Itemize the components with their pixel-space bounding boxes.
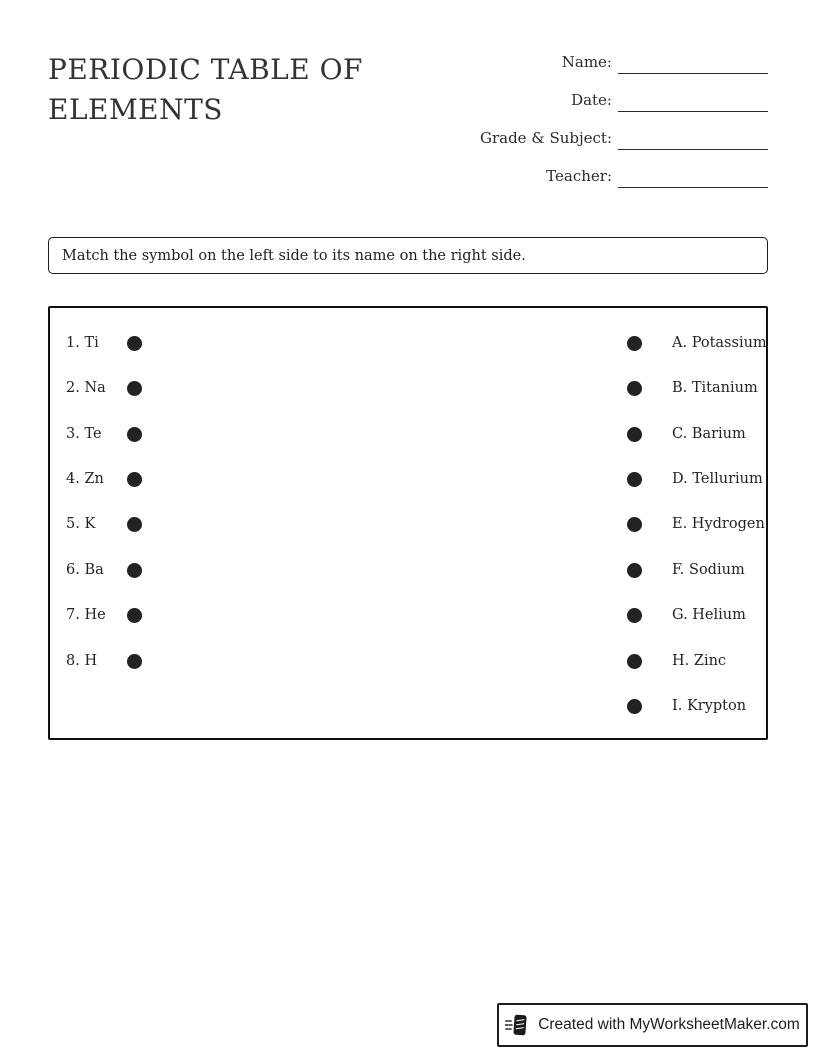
- match-dot[interactable]: [127, 336, 142, 351]
- teacher-field-label: Teacher:: [546, 166, 612, 185]
- match-right-item-B: [627, 378, 758, 398]
- match-right-item-I: [627, 696, 746, 716]
- match-right-item-G: [627, 605, 746, 625]
- match-dot[interactable]: [127, 517, 142, 532]
- instructions-text: Match the symbol on the left side to its name on the right side.: [62, 247, 526, 264]
- match-right-label: H. Zinc: [672, 653, 727, 669]
- grade-subject-field-label: Grade & Subject:: [479, 128, 612, 147]
- date-field-label: Date:: [571, 90, 612, 109]
- match-dot[interactable]: [627, 472, 642, 487]
- match-right-item-C: [627, 424, 746, 444]
- instructions-box: [48, 237, 768, 274]
- match-left-label: 6. Ba: [66, 562, 104, 578]
- match-left-label: 1. Ti: [66, 335, 99, 351]
- match-left-label: 5. K: [66, 516, 96, 532]
- matching-box: [48, 306, 768, 740]
- date-field-row: [448, 87, 768, 111]
- match-right-label: I. Krypton: [672, 698, 747, 714]
- match-right-item-H: [627, 651, 726, 671]
- match-dot[interactable]: [127, 563, 142, 578]
- match-right-label: G. Helium: [672, 607, 746, 623]
- name-field-label: Name:: [561, 52, 612, 71]
- match-right-item-F: [627, 560, 745, 580]
- match-dot[interactable]: [127, 608, 142, 623]
- footer-credit-text: Created with MyWorksheetMaker.com: [538, 1016, 800, 1033]
- header-fields: [448, 49, 768, 201]
- match-dot[interactable]: [627, 517, 642, 532]
- match-dot[interactable]: [627, 381, 642, 396]
- match-right-label: E. Hydrogen: [672, 516, 765, 532]
- match-right-label: C. Barium: [672, 426, 746, 442]
- match-dot[interactable]: [127, 472, 142, 487]
- match-left-label: 7. He: [66, 607, 106, 623]
- name-field-blank: [618, 56, 768, 74]
- match-right-item-A: [627, 333, 767, 353]
- match-right-label: D. Tellurium: [672, 471, 763, 487]
- match-dot[interactable]: [627, 563, 642, 578]
- match-left-item-7: [66, 605, 142, 625]
- match-right-label: F. Sodium: [672, 562, 745, 578]
- page-title: PERIODIC TABLE OF ELEMENTS: [48, 53, 363, 126]
- match-right-label: B. Titanium: [672, 380, 758, 396]
- match-left-label: 4. Zn: [66, 471, 104, 487]
- match-left-item-2: [66, 378, 142, 398]
- match-left-label: 8. H: [66, 653, 98, 669]
- match-dot[interactable]: [627, 654, 642, 669]
- match-dot[interactable]: [627, 427, 642, 442]
- match-left-item-8: [66, 651, 142, 671]
- match-dot[interactable]: [627, 608, 642, 623]
- teacher-field-row: [448, 163, 768, 187]
- match-right-item-E: [627, 514, 765, 534]
- match-right-item-D: [627, 469, 763, 489]
- match-right-label: A. Potassium: [672, 335, 767, 351]
- grade-subject-field-row: [448, 125, 768, 149]
- match-dot[interactable]: [127, 654, 142, 669]
- match-dot[interactable]: [627, 336, 642, 351]
- grade-subject-field-blank: [618, 132, 768, 150]
- match-dot[interactable]: [627, 699, 642, 714]
- match-dot[interactable]: [127, 381, 142, 396]
- match-left-item-5: [66, 514, 142, 534]
- match-left-item-4: [66, 469, 142, 489]
- match-left-label: 3. Te: [66, 426, 102, 442]
- flying-worksheet-logo-icon: [505, 1012, 531, 1038]
- match-left-label: 2. Na: [66, 380, 106, 396]
- date-field-blank: [618, 94, 768, 112]
- footer-credit-box: [497, 1003, 808, 1047]
- match-dot[interactable]: [127, 427, 142, 442]
- match-left-item-1: [66, 333, 142, 353]
- teacher-field-blank: [618, 170, 768, 188]
- name-field-row: [448, 49, 768, 73]
- match-left-item-3: [66, 424, 142, 444]
- match-left-item-6: [66, 560, 142, 580]
